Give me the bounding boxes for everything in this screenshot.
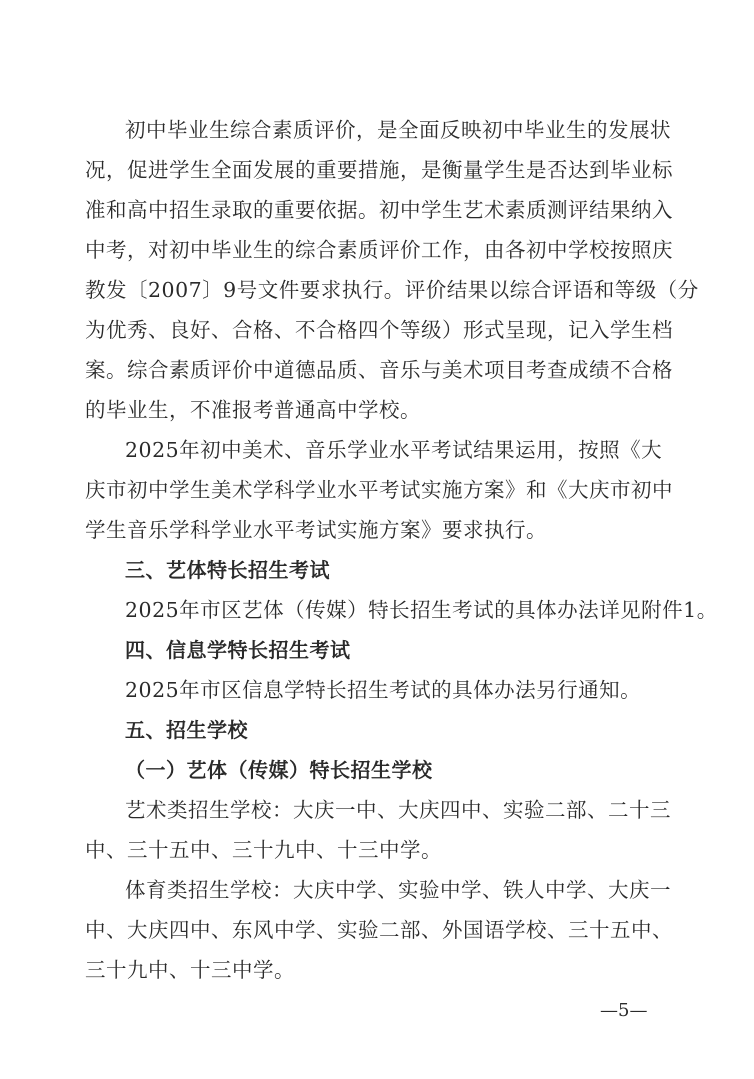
- paragraph-1-line-3: 准和高中招生录取的重要依据。初中学生艺术素质测评结果纳入: [85, 198, 673, 222]
- paragraph-4: 2025年市区信息学特长招生考试的具体办法另行通知。: [125, 678, 642, 702]
- paragraph-3: 2025年市区艺体（传媒）特长招生考试的具体办法详见附件1。: [125, 598, 718, 622]
- paragraph-1-line-6: 为优秀、良好、合格、不合格四个等级）形式呈现，记入学生档: [85, 318, 673, 342]
- paragraph-sports-line-1: 体育类招生学校：大庆中学、实验中学、铁人中学、大庆一: [125, 878, 671, 902]
- paragraph-2-line-1: 2025年初中美术、音乐学业水平考试结果运用，按照《大: [125, 438, 663, 462]
- page-number: —5—: [600, 1000, 648, 1021]
- paragraph-sports-line-3: 三十九中、十三中学。: [85, 958, 295, 982]
- paragraph-1-line-7: 案。综合素质评价中道德品质、音乐与美术项目考查成绩不合格: [85, 358, 673, 382]
- section-heading-5: 五、招生学校: [125, 718, 248, 742]
- paragraph-art-line-2: 中、三十五中、三十九中、十三中学。: [85, 838, 442, 862]
- section-heading-3: 三、艺体特长招生考试: [125, 558, 330, 582]
- paragraph-1-line-5: 教发〔2007〕9号文件要求执行。评价结果以综合评语和等级（分: [85, 278, 699, 302]
- paragraph-art-line-1: 艺术类招生学校：大庆一中、大庆四中、实验二部、二十三: [125, 798, 671, 822]
- section-heading-4: 四、信息学特长招生考试: [125, 638, 351, 662]
- paragraph-2-line-2: 庆市初中学生美术学科学业水平考试实施方案》和《大庆市初中: [85, 478, 673, 502]
- paragraph-sports-line-2: 中、大庆四中、东风中学、实验二部、外国语学校、三十五中、: [85, 918, 673, 942]
- paragraph-2-line-3: 学生音乐学科学业水平考试实施方案》要求执行。: [85, 518, 547, 542]
- paragraph-1-line-2: 况，促进学生全面发展的重要措施，是衡量学生是否达到毕业标: [85, 158, 673, 182]
- paragraph-1-line-1: 初中毕业生综合素质评价，是全面反映初中毕业生的发展状: [125, 118, 671, 142]
- subsection-heading-1: （一）艺体（传媒）特长招生学校: [125, 758, 433, 782]
- paragraph-1-line-8: 的毕业生，不准报考普通高中学校。: [85, 398, 421, 422]
- paragraph-1-line-4: 中考，对初中毕业生的综合素质评价工作，由各初中学校按照庆: [85, 238, 673, 262]
